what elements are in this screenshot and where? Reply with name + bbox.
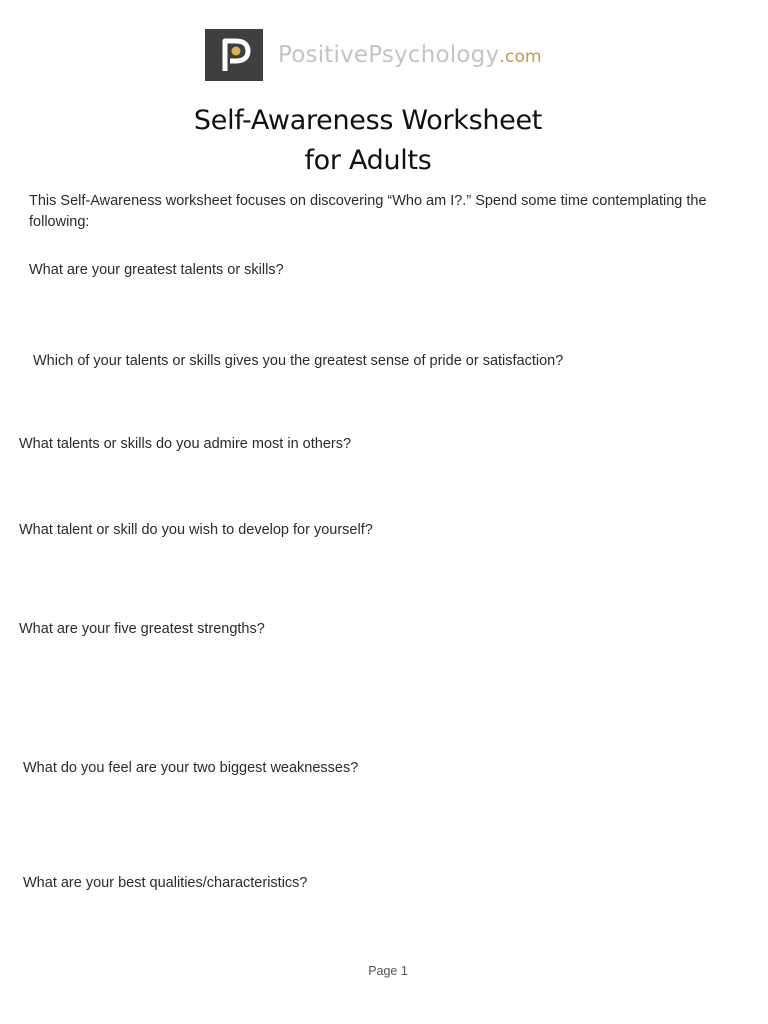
- question-qualities: What are your best qualities/characteristics?: [23, 875, 308, 891]
- question-talents: What are your greatest talents or skills?: [29, 262, 284, 278]
- question-pride: Which of your talents or skills gives you the greatest sense of pride or satisfaction?: [33, 353, 564, 369]
- brand-tld: .com: [499, 46, 542, 67]
- question-weaknesses: What do you feel are your two biggest weaknesses?: [23, 760, 359, 776]
- title-line-2: for Adults: [304, 145, 432, 176]
- question-develop: What talent or skill do you wish to develop for yourself?: [19, 522, 373, 538]
- logo-mark-icon: [205, 29, 263, 81]
- question-strengths: What are your five greatest strengths?: [19, 621, 265, 637]
- page-title: [0, 101, 736, 181]
- intro-paragraph: This Self-Awareness worksheet focuses on discovering “Who am I?.” Spend some time contemplating the following:: [29, 193, 707, 230]
- brand-name: PositivePsychology: [278, 41, 500, 68]
- brand-wordmark: [278, 41, 542, 68]
- brand-logo[interactable]: [205, 29, 542, 81]
- page-number: Page 1: [368, 964, 408, 978]
- title-line-1: Self-Awareness Worksheet: [193, 105, 543, 136]
- question-admire: What talents or skills do you admire most in others?: [19, 436, 352, 452]
